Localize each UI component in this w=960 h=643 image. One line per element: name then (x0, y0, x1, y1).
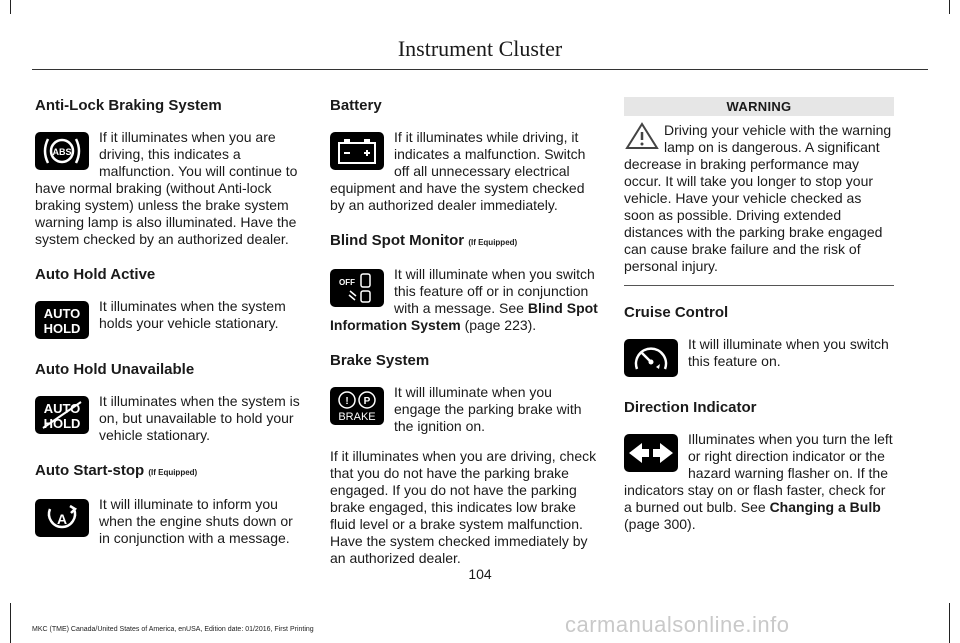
section-text: It will illuminate when you switch this feature off or in conjunction with a message. See Blind Spot Information System (page 223). (330, 266, 598, 333)
section-heading: Battery (330, 97, 382, 114)
link-blind-spot-info[interactable]: Blind Spot Information System (330, 300, 598, 333)
section-heading: Cruise Control (624, 304, 729, 321)
brake-warning-icon (330, 387, 384, 425)
svg-text:A: A (56, 511, 68, 527)
column-3 (624, 97, 894, 551)
section-auto-hold-active (35, 266, 305, 343)
section-text: It will illuminate when you switch this feature on. (688, 336, 889, 369)
crop-mark (949, 603, 950, 643)
abs-warning-icon (35, 132, 89, 170)
warning-text: Driving your vehicle with the warning lamp on is dangerous. A significant decrease in braking performance may occur. It will take you longer to stop your vehicle. Have your vehicle checked as soon as possible. Driving extended distances with the parking brake engaged can cause brake failure and the risk of personal injury. (624, 122, 892, 274)
section-brake-system (330, 352, 600, 567)
svg-text:ABS: ABS (52, 147, 72, 157)
section-text: If it illuminates while driving, it indicates a malfunction. Switch off all unnecessary electrical equipment and have the system checked by an authorized dealer immediately. (330, 129, 586, 213)
link-changing-bulb[interactable]: Changing a Bulb (769, 499, 881, 515)
crop-mark (10, 603, 11, 643)
section-text: If it illuminates when you are driving, check that you do not have the parking brake engaged. If you do not have the parking brake engaged, this indicates low brake fluid level or a brake system malfunction. Have the system checked immediately by an authorized dealer. (330, 448, 597, 566)
svg-text:OFF: OFF (339, 278, 355, 287)
page-title: Instrument Cluster (397, 36, 563, 61)
cruise-control-icon (624, 339, 678, 377)
section-abs (35, 97, 305, 248)
section-auto-start-stop (35, 462, 305, 547)
column-1 (35, 97, 305, 565)
section-text: It illuminates when the system holds your vehicle stationary. (99, 298, 286, 331)
section-direction-indicator (624, 399, 894, 533)
header-rule (32, 69, 928, 70)
crop-mark (949, 0, 950, 14)
warning-box (624, 97, 894, 286)
blind-spot-off-icon (330, 269, 384, 307)
svg-text:HOLD: HOLD (43, 321, 81, 336)
section-heading: Direction Indicator (624, 399, 757, 416)
section-text: It illuminates when the system is on, but unavailable to hold your vehicle stationary. (99, 393, 300, 443)
svg-text:!: ! (345, 396, 349, 407)
section-text: It will illuminate when you engage the parking brake with the ignition on. (394, 384, 582, 434)
section-blind-spot (330, 232, 600, 334)
section-heading: Blind Spot Monitor (If Equipped) (330, 232, 518, 249)
section-heading: Brake System (330, 352, 430, 369)
section-auto-hold-unavailable (35, 361, 305, 444)
svg-text:HOLD: HOLD (43, 416, 81, 431)
crop-mark (10, 0, 11, 14)
watermark: carmanualsonline.info (565, 612, 790, 637)
section-text: If it illuminates when you are driving, this indicates a malfunction. You will continue to have normal braking (without Anti-lock braking system) unless the brake system warning lamp is also illuminated. Have the system checked by an authorized dealer. (35, 129, 298, 247)
edition-info: MKC (TME) Canada/United States of America, enUSA, Edition date: 01/2016, First Printing (32, 626, 314, 633)
warning-triangle-icon (624, 122, 660, 150)
column-2 (330, 97, 600, 585)
direction-arrows-icon (624, 434, 678, 472)
section-cruise-control (624, 304, 894, 381)
svg-text:AUTO: AUTO (43, 306, 81, 321)
auto-start-stop-icon (35, 499, 89, 537)
svg-text:BRAKE: BRAKE (338, 411, 376, 423)
section-text: It will illuminate to inform you when the engine shuts down or in conjunction with a message. (99, 496, 293, 546)
divider (624, 285, 894, 286)
auto-hold-icon (35, 301, 89, 339)
svg-text:AUTO: AUTO (43, 401, 81, 416)
page-number: 104 (468, 566, 492, 582)
section-heading: Auto Hold Active (35, 266, 156, 283)
svg-text:P: P (363, 396, 371, 407)
section-battery (330, 97, 600, 214)
section-heading: Auto Hold Unavailable (35, 361, 195, 378)
warning-label: WARNING (624, 97, 894, 116)
section-heading: Auto Start-stop (If Equipped) (35, 462, 198, 479)
battery-icon (330, 132, 384, 170)
section-heading: Anti-Lock Braking System (35, 97, 222, 114)
auto-hold-unavailable-icon (35, 396, 89, 434)
section-text: Illuminates when you turn the left or right direction indicator or the hazard warning flasher on. If the indicators stay on or flash faster, check for a burned out bulb. See Changing a Bulb (page 300). (624, 431, 893, 532)
